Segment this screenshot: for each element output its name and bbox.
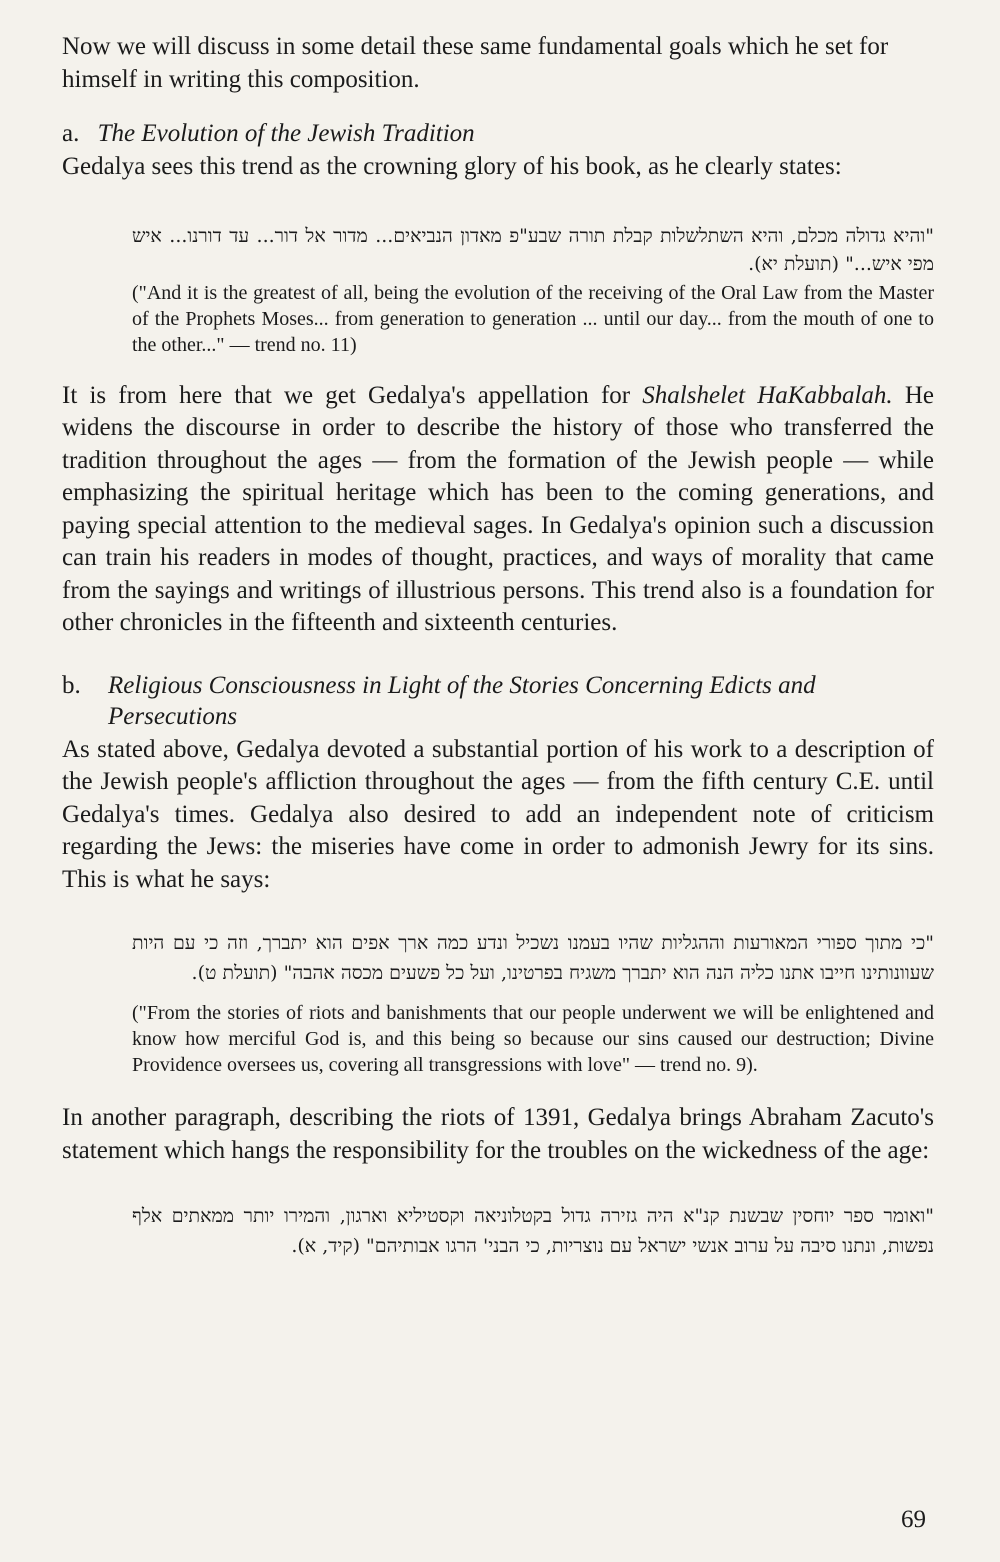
section-b	[62, 670, 934, 1262]
section-a-title: The Evolution of the Jewish Tradition	[97, 120, 475, 147]
section-a-number: a.	[62, 120, 80, 147]
section-b-paragraph: In another paragraph, describing the riots of 1391, Gedalya brings Abraham Zacuto's statement which hangs the responsibility for the troubles on the wickedness of the age:	[62, 1104, 934, 1164]
section-a-paragraph	[62, 380, 934, 640]
section-a	[62, 118, 934, 640]
section-a-hebrew-quote: "והיא גדולה מכלם, והיא השתלשלות קבלת תורה שבע"פ מאדון הנביאים... מדור אל דור... עד דורנו... איש מפי איש..." (תועלת יא).	[132, 224, 934, 275]
section-b-lead: As stated above, Gedalya devoted a substantial portion of his work to a description of the Jewish people's affliction throughout the ages — from the fifth century C.E. until Gedalya's times. Gedalya also desired to add an independent note of criticism regarding the Jews: the miseries have come in order to admonish Jewry for its sins. This is what he says:	[62, 735, 934, 893]
section-b-quote	[132, 928, 934, 1078]
section-b-heading	[62, 670, 934, 732]
section-a-heading	[62, 118, 934, 149]
section-a-quote-translation: ("And it is the greatest of all, being the evolution of the receiving of the Oral Law from the Master of the Prophets Moses... from generation to generation ... until our day... from the mouth of one to the other..." — trend no. 11)	[132, 281, 934, 356]
section-a-paragraph-rest: He widens the discourse in order to describe the history of those who transferred the tradition throughout the ages — from the formation of the Jewish people — while emphasizing the spiritual heritage which has been to the coming generations, and paying special attention to the medieval sages. In Gedalya's opinion such a discussion can train his readers in modes of thought, practices, and ways of morality that came from the sayings and writings of illustrious persons. This trend also is a foundation for other chronicles in the fifteenth and sixteenth centuries.	[62, 381, 935, 636]
page-content	[62, 28, 934, 1261]
section-a-quote	[132, 222, 934, 358]
section-b-hebrew-quote: "כי מתוך ספורי המאורעות וההגליות שהיו בעמנו נשכיל ונדע כמה ארך אפים הוא יתברך, וזה כי עם היות שעוונותינו חייבו אתנו כליה הנה הוא יתברך משגיח בפרטינו, ועל כל פשעים מכסה אהבה" (תועלת ט).	[132, 932, 934, 984]
section-a-paragraph-start: It is from here that we get Gedalya's appellation for	[62, 381, 643, 409]
section-b-quote-2	[132, 1201, 934, 1261]
section-b-quote-translation: ("From the stories of riots and banishments that our people underwent we will be enlightened and know how merciful God is, and this being so because our sins caused our destruction; Divine Providence oversees us, covering all transgressions with love" — trend no. 9).	[132, 1002, 934, 1076]
intro-paragraph: Now we will discuss in some detail these same fundamental goals which he set for himself in writing this composition.	[62, 33, 889, 93]
section-b-number: b.	[62, 671, 81, 699]
section-b-hebrew-quote-2: "ואומר ספר יוחסין שבשנת קנ"א היה גזירה גדול בקטלוניאה וקסטיליא וארגון, והמירו יותר ממאתים אלף נפשות, ונתנו סיבה על ערוב אנשי ישראל עם נוצריות, כי הבני' הרגו אבותיהם" (קיד, א).	[132, 1205, 934, 1257]
page-number: 69	[901, 1506, 926, 1533]
section-a-lead: Gedalya sees this trend as the crowning glory of his book, as he clearly states:	[62, 153, 842, 180]
book-title-italic: Shalshelet HaKabbalah.	[642, 381, 893, 409]
section-b-title: Religious Consciousness in Light of the Stories Concerning Edicts and Persecutions	[108, 671, 816, 730]
